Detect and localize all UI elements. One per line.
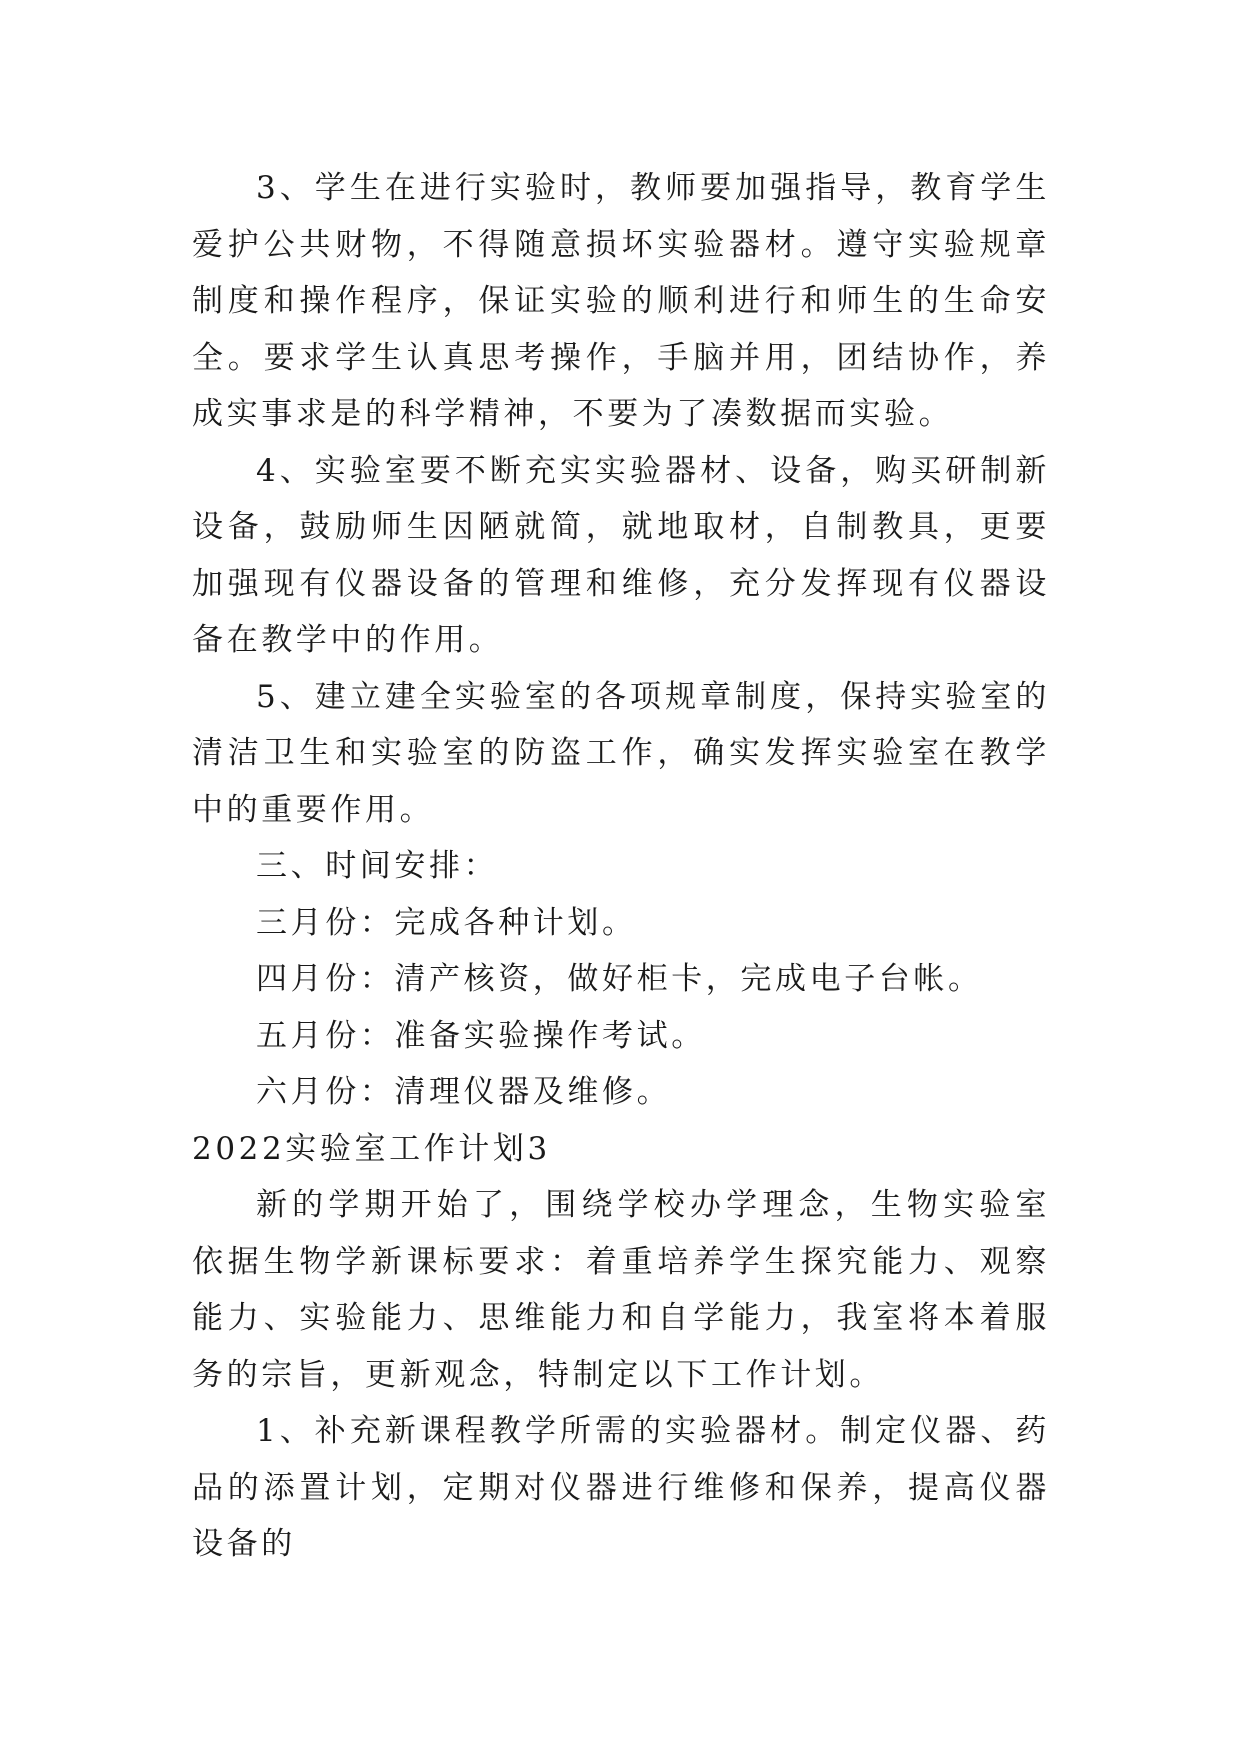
schedule-june: 六月份：清理仪器及维修。 [256, 1074, 672, 1110]
schedule-may: 五月份：准备实验操作考试。 [256, 1017, 706, 1054]
intro-paragraph: 新的学期开始了，围绕学校办学理念，生物实验室依据生物学新课标要求：着重培养学生探究能力、观察能力、实验能力、思维能力和自学能力，我室将本着服务的宗旨，更新观念，特制定以下工作计划。 [192, 1187, 1050, 1393]
schedule-april: 四月份：清产核资，做好柜卡，完成电子台帐。 [256, 961, 983, 997]
plan-title: 2022实验室工作计划3 [192, 1130, 551, 1167]
schedule-march: 三月份：完成各种计划。 [256, 904, 637, 941]
section-heading-schedule: 三、时间安排： [256, 848, 499, 884]
document-body [192, 160, 1050, 1573]
paragraph-item-5: 5、建立建全实验室的各项规章制度，保持实验室的清洁卫生和实验室的防盗工作，确实发挥实验室在教学中的重要作用。 [192, 678, 1050, 828]
paragraph-item-3: 3、学生在进行实验时，教师要加强指导，教育学生爱护公共财物，不得随意损坏实验器材。遵守实验规章制度和操作程序，保证实验的顺利进行和师生的生命安全。要求学生认真思考操作，手脑并用，团结协作，养成实事求是的科学精神，不要为了凑数据而实验。 [192, 170, 1050, 432]
paragraph-item-1: 1、补充新课程教学所需的实验器材。制定仪器、药品的添置计划，定期对仪器进行维修和保养，提高仪器设备的 [192, 1413, 1050, 1562]
paragraph-item-4: 4、实验室要不断充实实验器材、设备，购买研制新设备，鼓励师生因陋就简，就地取材，自制教具，更要加强现有仪器设备的管理和维修，充分发挥现有仪器设备在教学中的作用。 [192, 452, 1050, 658]
